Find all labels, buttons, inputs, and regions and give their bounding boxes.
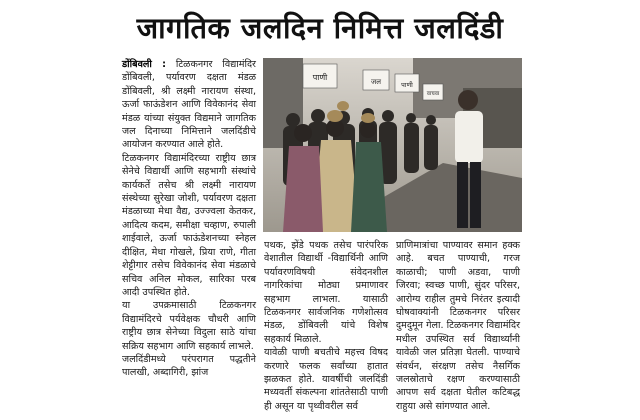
procession-photo-illustration xyxy=(263,58,522,232)
headline: जागतिक जलदिन निमित्त जलदिंडी xyxy=(136,11,504,45)
paragraph-2: टिळकनगर विद्यामंदिरच्या राष्ट्रीय छात्र सेनेचे विद्यार्थी आणि सहभागी संस्थांचे कार्यकर्ते तसेच श्री लक्ष्मी नारायण संस्थेच्या सुरेखा जोशी, पर्यावरण दक्षता मंडळाच्या मेधा वैद्य, उज्ज्वला केतकर, आदित्य कदम, समीक्षा चव्हाण, रुपाली शाईवाले, ऊर्जा फाऊंडेशनच्या स्नेहल दीक्षित, मेधा गोखले, प्रिया राणे, गीता शेट्टीगार तसेच विवेकानंद सेवा मंडळाचे सचिव अनिल मोकल, सारिका परब आदी उपस्थित होते. xyxy=(122,152,256,298)
placard-4-text: वाचवा xyxy=(426,91,440,97)
dateline: डोंबिवली : xyxy=(122,59,166,70)
article-column-1 xyxy=(122,58,256,380)
placard-2-text: जल xyxy=(371,78,381,86)
foreground-marchers xyxy=(283,119,387,232)
paragraph-1-text: टिळकनगर विद्यामंदिर डोंबिवली, पर्यावरण दक्षता मंडळ डोंबिवली, श्री लक्ष्मी नारायण संस्था, ऊर्जा फाऊंडेशन आणि विवेकानंद सेवा मंडळ यांच्या संयुक्त विद्यमाने जागतिक जल दिनाच्या निमित्ताने जलदिंडीचे आयोजन करण्यात आले होते. xyxy=(122,59,256,151)
paragraph-3: या उपक्रमासाठी टिळकनगर विद्यामंदिरचे पर्यवेक्षक चौधरी आणि राष्ट्रीय छात्र सेनेच्या विदुला साठे यांचा सक्रिय सहभाग आणि सहकार्य लाभले. xyxy=(122,300,256,352)
paragraph-4: जलदिंडीमध्ये परंपरागत पद्धतीने पालखी, अब्दागिरी, झांज xyxy=(122,353,256,379)
col2-paragraph-1: पथक, झेंडे पथक तसेच पारंपरिक वेशातील विद्यार्थी -विद्यार्थिनी आणि पर्यावरणविषयी संवेदनशील नागरिकांचा मोठ्या प्रमाणावर सहभाग लाभला. यासाठी टिळकनगर सार्वजनिक गणेशोत्सव मंडळ, डोंबिवली यांचे विशेष सहकार्य मिळाले. xyxy=(264,240,388,345)
col2-paragraph-2: यावेळी पाणी बचतीचे महत्त्व विषद करणारे फलक सर्वांच्या हातात झळकत होते. यावर्षीची जलदिंडी मध्यवर्ती संकल्पना शांततेसाठी पाणी ही असून या पृथ्वीवरील सर्व xyxy=(264,347,388,412)
placard-1-text: पाणी xyxy=(312,73,328,82)
news-photo xyxy=(263,58,522,232)
col3-paragraph-1: प्राणिमात्रांचा पाण्यावर समान हक्क आहे. बचत पाण्याची, गरज काळाची; पाणी अडवा, पाणी जिरवा; स्वच्छ पाणी, सुंदर परिसर, आरोग्य राहील तुमचे निरंतर इत्यादी घोषवाक्यांनी टिळकनगर परिसर दुमदुमून गेला. टिळकनगर विद्यामंदिर मधील उपस्थित सर्व विद्यार्थ्यांनी यावेळी जल प्रतिज्ञा घेतली. पाण्याचे संवर्धन, संरक्षण तसेच नैसर्गिक जलस्रोताचे रक्षण करण्यासाठी आपण सर्व दक्षता घेतील कटिबद्ध राहुया असे सांगण्यात आले. xyxy=(396,240,520,412)
article-column-3 xyxy=(396,239,520,413)
paragraph-1 xyxy=(122,58,256,152)
placard-3-text: पाणी xyxy=(401,81,413,89)
article-column-2 xyxy=(264,239,388,413)
